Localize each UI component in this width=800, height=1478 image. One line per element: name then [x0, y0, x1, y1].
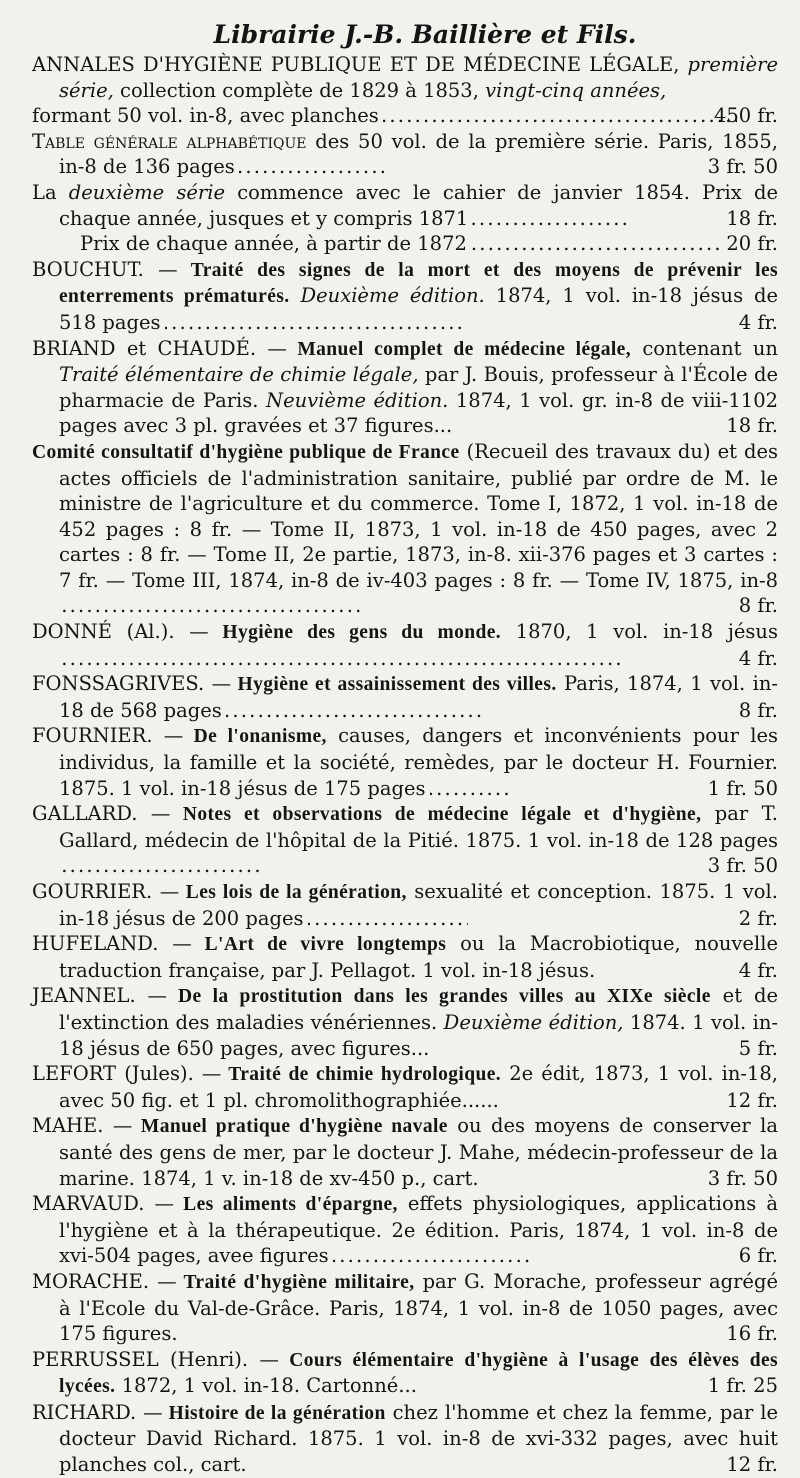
entry-lead: Prix de chaque année, à partir de 1872	[80, 232, 467, 256]
entry-text: 1874, 1 vol. gr. in-8 de viii-1102 pages avec 3 pl. gravées et 37 figures...	[59, 388, 779, 438]
entry-lead: MARVAUD. —	[32, 1192, 175, 1216]
entry-price: 4 fr.	[738, 958, 778, 982]
entry-lead: PERRUSSEL (Henri). —	[32, 1347, 279, 1371]
entry-price: 12 fr.	[726, 1453, 778, 1477]
entry-price: 1 fr. 50	[707, 776, 778, 800]
catalogue-entry	[32, 1400, 778, 1478]
entry-price: 3 fr. 50	[707, 854, 778, 878]
entry-title: L'Art de vivre longtemps	[191, 934, 447, 956]
entry-price: 18 fr.	[726, 414, 778, 438]
entry-price: 4 fr.	[738, 646, 778, 670]
entry-lead: BOUCHUT. —	[32, 257, 178, 281]
entry-text: par J. Bouis, professeur à l'École de pharmacie de Paris.	[59, 363, 778, 412]
entry-lead: ANNALES D'HYGIÈNE PUBLIQUE ET DE MÉDECINE LÉGALE,	[32, 53, 680, 76]
catalogue-entry	[32, 723, 778, 801]
catalogue-entry	[32, 801, 778, 879]
entry-price: 12 fr.	[726, 1088, 778, 1112]
catalogue-entry	[32, 336, 778, 439]
entry-lead: JEANNEL. —	[32, 984, 168, 1008]
entry-lead: FOURNIER. —	[32, 724, 184, 748]
entry-lead: RICHARD. —	[32, 1400, 163, 1424]
catalogue-entry	[32, 619, 778, 671]
entry-lead: GOURRIER. —	[32, 880, 180, 903]
entry-title: Cours élémentaire d'hygiène à l'usage des élèves des lycées.	[59, 1349, 778, 1398]
entry-lead: FONSSAGRIVES. —	[32, 672, 232, 696]
entry-text: 1872, 1 vol. in-18. Cartonné...	[115, 1374, 417, 1398]
entry-title: De la prostitution dans les grandes villes au XIXe siècle	[167, 986, 711, 1008]
entry-title: Traité d'hygiène militaire,	[176, 1271, 415, 1293]
catalogue-entry	[32, 1191, 778, 1269]
leader-dots	[471, 231, 722, 257]
catalogue-entry	[32, 52, 778, 129]
entry-price: 2 fr.	[738, 906, 778, 930]
leader-dots	[165, 310, 465, 336]
entry-price: 4 fr.	[738, 310, 778, 334]
leader-dots	[308, 906, 468, 932]
entry-title: Les lois de la génération,	[179, 882, 407, 903]
entry-lead: BRIAND et CHAUDÉ. —	[32, 336, 287, 360]
entry-price: 8 fr.	[738, 698, 778, 722]
catalogue-entry	[32, 1061, 778, 1113]
entry-text: sexualité et conception. 1875. 1 vol. in-18 jésus de 200 pages	[59, 880, 778, 930]
leader-dots	[430, 776, 510, 802]
entry-title: Traité des signes de la mort et des moyens de prévenir les enterrements prématurés.	[59, 259, 778, 308]
entry-lead: GALLARD. —	[32, 802, 171, 826]
price-line	[32, 103, 778, 129]
entry-text: première série,	[59, 53, 778, 102]
entry-lead: LEFORT (Jules). —	[32, 1062, 222, 1086]
catalogue-entry	[32, 1113, 778, 1191]
entry-title: Hygiène et assainissement des villes.	[231, 674, 557, 696]
entry-text: effets physiologiques, applications à l'hygiène et à la thérapeutique. 2e édition. Paris, 1874, 1 vol. in-8 de xvi-504 pages, avee figures	[59, 1192, 778, 1268]
leader-dots	[63, 853, 263, 879]
entry-text: commence avec le cahier de janvier 1854. Prix de chaque année, jusques et y compris 1871	[59, 180, 778, 230]
entry-title: Manuel complet de médecine légale,	[286, 338, 631, 360]
entry-title: Comité consultatif d'hygiène publique de France	[32, 441, 460, 463]
entry-text: et de l'extinction des maladies vénériennes.	[59, 984, 778, 1034]
entry-price: 450 fr.	[713, 104, 778, 128]
catalogue-entry	[32, 931, 778, 983]
entry-text: 2e édit, 1873, 1 vol. in-18, avec 50 fig. et 1 pl. chromolithographiée......	[59, 1062, 778, 1112]
entry-text: vingt-cinq années,	[478, 78, 667, 102]
catalogue-entry	[32, 671, 778, 723]
entry-price: 20 fr.	[726, 232, 778, 256]
leader-dots	[63, 646, 623, 672]
entry-title: Manuel pratique d'hygiène navale	[132, 1116, 448, 1138]
entry-title: Notes et observations de médecine légale et d'hygiène,	[170, 804, 702, 826]
entry-title: Histoire de la génération	[162, 1402, 386, 1424]
entry-lead: La	[32, 180, 57, 204]
entry-text: deuxième série	[56, 180, 226, 204]
entry-text: Traité élémentaire de chimie légale,	[59, 363, 419, 387]
leader-dots	[63, 593, 363, 619]
entry-lead: MAHE. —	[32, 1114, 133, 1138]
page-header: Librairie J.-B. Baillière et Fils.	[213, 20, 637, 49]
catalogue-entry	[32, 231, 778, 257]
entry-price: 5 fr.	[738, 1036, 778, 1060]
entry-price: 6 fr.	[738, 1244, 778, 1268]
entry-lead: Table générale alphabétique	[32, 129, 307, 153]
entry-lead: DONNÉ (Al.). —	[32, 620, 209, 644]
catalogue-entry	[32, 983, 778, 1061]
entry-price: 16 fr.	[726, 1322, 778, 1346]
entry-text: des 50 vol. de la première série. Paris, 1855, in-8 de 136 pages	[59, 129, 778, 179]
catalogue-entry	[32, 129, 778, 180]
catalogue-entry	[32, 439, 778, 619]
entry-price: 3 fr. 50	[707, 155, 778, 179]
entry-text: par T. Gallard, médecin de l'hôpital de la Pitié. 1875. 1 vol. in-18 de 128 pages	[59, 802, 778, 852]
entry-title: De l'onanisme,	[183, 726, 327, 748]
leader-dots	[239, 154, 389, 180]
entry-text: 1874, 1 vol. in-18 jésus de 518 pages	[59, 284, 779, 334]
entry-text: Deuxième édition,	[437, 1010, 624, 1034]
leader-dots	[226, 698, 486, 724]
catalogue-entry	[32, 879, 778, 931]
entry-price: 8 fr.	[738, 594, 778, 618]
catalogue-entry	[32, 180, 778, 231]
entry-text: ou des moyens de conserver la santé des gens de mer, par le docteur J. Mahe, médecin-professeur de la marine. 1874, 1 v. in-18 de xv-450 p., cart.	[59, 1114, 778, 1190]
leader-dots	[383, 103, 737, 129]
entry-text: Neuvième édition.	[258, 388, 449, 412]
entry-lead: HUFELAND. —	[32, 932, 192, 956]
entry-title: Hygiène des gens du monde.	[208, 622, 502, 644]
leader-dots	[333, 1243, 533, 1269]
entry-text: contenant un	[631, 336, 778, 360]
entry-text: 1874. 1 vol. in-18 jésus de 650 pages, avec figures...	[59, 1010, 779, 1060]
catalogue-entry	[32, 1269, 778, 1347]
entry-text: Deuxième édition.	[289, 284, 485, 308]
entry-text: causes, dangers et inconvénients pour les individus, la famille et la société, remèdes, par le docteur H. Fournier. 1875. 1 vol. in-18 jésus de 175 pages	[59, 724, 778, 800]
entry-text: par G. Morache, professeur agrégé à l'Ecole du Val-de-Grâce. Paris, 1874, 1 vol. in-8 de 1050 pages, avec 175 figures.	[59, 1269, 778, 1346]
entry-text: ou la Macrobiotique, nouvelle traduction française, par J. Pellagot. 1 vol. in-18 jésus.	[59, 932, 778, 982]
entry-text: 1870, 1 vol. in-18 jésus	[501, 620, 778, 644]
entry-price: 3 fr. 50	[707, 1166, 778, 1190]
entry-text: chez l'homme et chez la femme, par le docteur David Richard. 1875. 1 vol. in-8 de xvi-332 pages, avec huit planches col., cart.	[59, 1400, 778, 1477]
leader-dots	[472, 206, 632, 232]
entry-text: formant 50 vol. in-8, avec planches	[32, 104, 379, 128]
entry-price: 18 fr.	[726, 206, 778, 230]
catalogue-entry	[32, 257, 778, 336]
entry-text: Paris, 1874, 1 vol. in-18 de 568 pages	[59, 672, 778, 722]
entry-title: Traité de chimie hydrologique.	[221, 1064, 502, 1086]
entry-price: 1 fr. 25	[707, 1374, 778, 1398]
catalogue-entry	[32, 1347, 778, 1400]
entry-title: Les aliments d'épargne,	[174, 1194, 398, 1216]
entry-text: collection complète de 1829 à 1853,	[113, 78, 479, 102]
entry-lead: MORACHE. —	[32, 1269, 177, 1293]
entry-text: (Recueil des travaux du) et des actes officiels de l'administration sanitaire, publié par ordre de M. le ministre de l'agriculture et du commerce. Tome I, 1872, 1 vol. in-18 de 452 pages : 8 fr. — Tome II, 1873, 1 vol. in-18 de 450 pages, avec 2 cartes : 8 fr. — Tome II, 2e partie, 1873, in-8. xii-376 pages et 3 cartes : 7 fr. — Tome III, 1874, in-8 de iv-403 pages : 8 fr. — Tome IV, 1875, in-8	[59, 439, 778, 592]
